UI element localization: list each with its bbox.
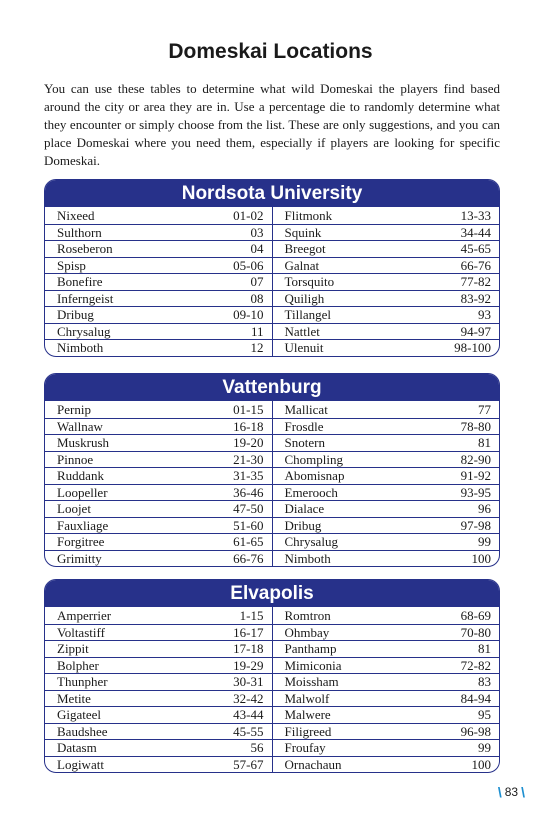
right-entry [273, 324, 500, 340]
domeskai-name: Bonefire [57, 274, 103, 290]
table-body [45, 607, 499, 772]
roll-range: 97-98 [460, 517, 491, 533]
left-entry [45, 658, 273, 674]
intro-paragraph: You can use these tables to determine what wild Domeskai the players find based around the city or area they are in. Use a percentage die to randomly determine what they encounter or simply choose from the list. These are only suggestions, and you can place Domeskai where you need them, especially if players are looking for specific Domeskai. [44, 81, 500, 168]
left-entry [45, 707, 273, 723]
right-entry [273, 485, 500, 501]
roll-range: 34-44 [460, 224, 491, 240]
domeskai-name: Moissham [284, 674, 339, 690]
roll-range: 61-65 [233, 534, 264, 550]
domeskai-name: Loojet [57, 501, 91, 517]
domeskai-name: Panthamp [284, 641, 337, 657]
domeskai-name: Chompling [284, 451, 344, 467]
right-entry [273, 757, 500, 773]
roll-range: 72-82 [460, 657, 491, 673]
right-entry [273, 724, 500, 740]
table-row [45, 517, 499, 534]
right-entry [273, 501, 500, 517]
table-row [45, 451, 499, 468]
right-entry [273, 740, 500, 756]
left-entry [45, 740, 273, 756]
table-row [45, 607, 499, 624]
table-row [45, 484, 499, 501]
domeskai-name: Breegot [284, 241, 326, 257]
table-row [45, 739, 499, 756]
right-entry [273, 707, 500, 723]
domeskai-name: Logiwatt [57, 756, 104, 772]
domeskai-name: Nattlet [284, 323, 320, 339]
right-entry [273, 641, 500, 657]
domeskai-name: Nixeed [57, 207, 95, 223]
right-entry [273, 291, 500, 307]
right-entry [273, 534, 500, 550]
right-entry [273, 274, 500, 290]
domeskai-name: Grimitty [57, 550, 102, 566]
table-heading: Nordsota University [45, 180, 499, 207]
table-row [45, 207, 499, 224]
roll-range: 31-35 [233, 468, 264, 484]
roll-range: 01-02 [233, 207, 264, 223]
left-entry [45, 468, 273, 484]
roll-range: 99 [478, 740, 491, 756]
left-entry [45, 674, 273, 690]
left-entry [45, 625, 273, 641]
roll-range: 43-44 [233, 707, 264, 723]
table-body [45, 207, 499, 356]
table-row [45, 500, 499, 517]
roll-range: 47-50 [233, 501, 264, 517]
left-entry [45, 534, 273, 550]
roll-range: 82-90 [460, 451, 491, 467]
right-entry [273, 435, 500, 451]
left-entry [45, 258, 273, 274]
left-entry [45, 419, 273, 435]
table-row [45, 224, 499, 241]
domeskai-name: Froufay [284, 740, 326, 756]
roll-range: 96-98 [460, 723, 491, 739]
roll-range: 83 [478, 674, 491, 690]
right-entry [273, 401, 500, 418]
table-row [45, 657, 499, 674]
roll-range: 19-29 [233, 657, 264, 673]
roll-range: 77 [478, 401, 491, 417]
table-row [45, 640, 499, 657]
roll-range: 81 [478, 435, 491, 451]
left-entry [45, 518, 273, 534]
right-entry [273, 468, 500, 484]
roll-range: 16-18 [233, 418, 264, 434]
roll-range: 01-15 [233, 401, 264, 417]
roll-range: 99 [478, 534, 491, 550]
left-entry [45, 691, 273, 707]
table-row [45, 673, 499, 690]
roll-range: 66-76 [233, 550, 264, 566]
domeskai-name: Filigreed [284, 723, 332, 739]
roll-range: 83-92 [460, 290, 491, 306]
table-row [45, 339, 499, 356]
roll-range: 03 [250, 224, 264, 240]
domeskai-name: Pernip [57, 401, 91, 417]
page-title: Domeskai Locations [168, 40, 373, 63]
domeskai-name: Emerooch [284, 484, 338, 500]
right-entry [273, 551, 500, 567]
roll-range: 98-100 [454, 340, 491, 356]
table-row [45, 434, 499, 451]
roll-range: 84-94 [460, 690, 491, 706]
domeskai-name: Nimboth [57, 340, 104, 356]
roll-range: 100 [471, 756, 491, 772]
left-entry [45, 485, 273, 501]
page-number: 83 [504, 785, 519, 799]
domeskai-name: Forgitree [57, 534, 105, 550]
table-row [45, 723, 499, 740]
left-entry [45, 757, 273, 773]
roll-range: 93-95 [460, 484, 491, 500]
right-entry [273, 241, 500, 257]
domeskai-name: Muskrush [57, 435, 110, 451]
left-entry [45, 724, 273, 740]
domeskai-name: Amperrier [57, 607, 112, 623]
roll-range: 96 [478, 501, 491, 517]
left-entry [45, 274, 273, 290]
domeskai-name: Romtron [284, 607, 331, 623]
domeskai-name: Gigateel [57, 707, 102, 723]
table-heading: Elvapolis [45, 580, 499, 607]
roll-range: 08 [250, 290, 264, 306]
domeskai-name: Snotern [284, 435, 325, 451]
roll-range: 05-06 [233, 257, 264, 273]
domeskai-name: Wallnaw [57, 418, 103, 434]
right-entry [273, 258, 500, 274]
roll-range: 32-42 [233, 690, 264, 706]
domeskai-name: Ornachaun [284, 756, 342, 772]
encounter-table [44, 373, 500, 567]
roll-range: 70-80 [460, 624, 491, 640]
domeskai-name: Roseberon [57, 241, 113, 257]
domeskai-name: Abomisnap [284, 468, 345, 484]
domeskai-name: Mallicat [284, 401, 328, 417]
domeskai-name: Bolpher [57, 657, 99, 673]
right-entry [273, 518, 500, 534]
table-row [45, 550, 499, 567]
roll-range: 12 [250, 340, 264, 356]
roll-range: 30-31 [233, 674, 264, 690]
left-entry [45, 452, 273, 468]
domeskai-name: Galnat [284, 257, 320, 273]
roll-range: 17-18 [233, 641, 264, 657]
slash-decoration-icon: \ [497, 784, 502, 800]
left-entry [45, 225, 273, 241]
roll-range: 93 [478, 307, 491, 323]
domeskai-name: Nimboth [284, 550, 331, 566]
right-entry [273, 225, 500, 241]
left-entry [45, 401, 273, 418]
roll-range: 16-17 [233, 624, 264, 640]
table-row [45, 257, 499, 274]
domeskai-name: Sulthorn [57, 224, 102, 240]
domeskai-name: Quiligh [284, 290, 325, 306]
right-entry [273, 452, 500, 468]
domeskai-name: Pinnoe [57, 451, 94, 467]
domeskai-name: Ohmbay [284, 624, 330, 640]
roll-range: 51-60 [233, 517, 264, 533]
right-entry [273, 207, 500, 224]
roll-range: 95 [478, 707, 491, 723]
table-row [45, 533, 499, 550]
roll-range: 45-55 [233, 723, 264, 739]
roll-range: 77-82 [460, 274, 491, 290]
table-row [45, 624, 499, 641]
domeskai-name: Malwere [284, 707, 331, 723]
table-row [45, 401, 499, 418]
right-entry [273, 658, 500, 674]
domeskai-name: Chrysalug [284, 534, 338, 550]
left-entry [45, 340, 273, 356]
table-row [45, 323, 499, 340]
table-body [45, 401, 499, 566]
left-entry [45, 324, 273, 340]
table-row [45, 418, 499, 435]
roll-range: 81 [478, 641, 491, 657]
domeskai-name: Datasm [57, 740, 97, 756]
roll-range: 13-33 [460, 207, 491, 223]
roll-range: 09-10 [233, 307, 264, 323]
right-entry [273, 307, 500, 323]
table-row [45, 467, 499, 484]
right-entry [273, 674, 500, 690]
roll-range: 100 [471, 550, 491, 566]
roll-range: 11 [250, 323, 264, 339]
page-footer [498, 784, 525, 800]
roll-range: 94-97 [460, 323, 491, 339]
table-row [45, 306, 499, 323]
slash-decoration-icon: \ [521, 784, 525, 800]
table-row [45, 690, 499, 707]
roll-range: 19-20 [233, 435, 264, 451]
right-entry [273, 625, 500, 641]
domeskai-name: Flitmonk [284, 207, 333, 223]
domeskai-name: Tillangel [284, 307, 331, 323]
domeskai-name: Loopeller [57, 484, 108, 500]
encounter-table [44, 579, 500, 773]
domeskai-name: Metite [57, 690, 91, 706]
right-entry [273, 691, 500, 707]
domeskai-name: Ruddank [57, 468, 104, 484]
table-row [45, 290, 499, 307]
domeskai-name: Zippit [57, 641, 89, 657]
roll-range: 91-92 [460, 468, 491, 484]
left-entry [45, 241, 273, 257]
right-entry [273, 607, 500, 624]
domeskai-name: Ulenuit [284, 340, 324, 356]
domeskai-name: Spisp [57, 257, 86, 273]
left-entry [45, 551, 273, 567]
domeskai-name: Chrysalug [57, 323, 111, 339]
domeskai-name: Dribug [57, 307, 94, 323]
left-entry [45, 307, 273, 323]
roll-range: 56 [250, 740, 264, 756]
table-row [45, 273, 499, 290]
roll-range: 07 [250, 274, 264, 290]
domeskai-name: Mimiconia [284, 657, 342, 673]
left-entry [45, 641, 273, 657]
roll-range: 78-80 [460, 418, 491, 434]
table-row [45, 756, 499, 773]
left-entry [45, 207, 273, 224]
domeskai-name: Inferngeist [57, 290, 114, 306]
roll-range: 66-76 [460, 257, 491, 273]
left-entry [45, 607, 273, 624]
table-heading: Vattenburg [45, 374, 499, 401]
roll-range: 04 [250, 241, 264, 257]
domeskai-name: Thunpher [57, 674, 108, 690]
encounter-table [44, 179, 500, 357]
left-entry [45, 501, 273, 517]
domeskai-name: Malwolf [284, 690, 330, 706]
right-entry [273, 340, 500, 356]
roll-range: 57-67 [233, 756, 264, 772]
roll-range: 36-46 [233, 484, 264, 500]
domeskai-name: Frosdle [284, 418, 324, 434]
domeskai-name: Dribug [284, 517, 322, 533]
domeskai-name: Fauxliage [57, 517, 109, 533]
domeskai-name: Squink [284, 224, 322, 240]
table-row [45, 706, 499, 723]
right-entry [273, 419, 500, 435]
roll-range: 1-15 [239, 607, 264, 623]
domeskai-name: Voltastiff [57, 624, 105, 640]
domeskai-name: Baudshee [57, 723, 108, 739]
roll-range: 45-65 [460, 241, 491, 257]
domeskai-name: Torsquito [284, 274, 335, 290]
left-entry [45, 435, 273, 451]
roll-range: 68-69 [460, 607, 491, 623]
left-entry [45, 291, 273, 307]
table-row [45, 240, 499, 257]
domeskai-name: Dialace [284, 501, 325, 517]
roll-range: 21-30 [233, 451, 264, 467]
